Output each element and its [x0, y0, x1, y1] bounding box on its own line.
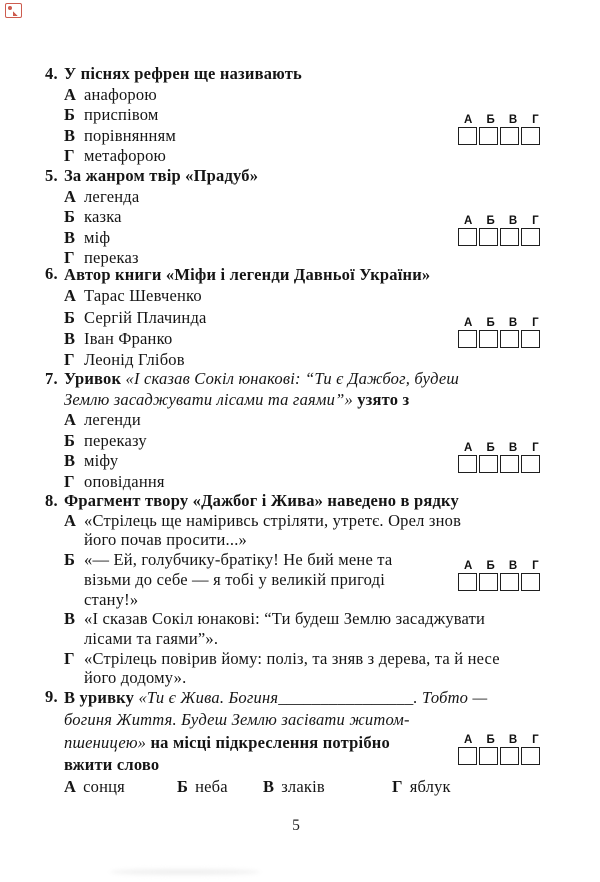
question	[45, 369, 459, 493]
answer-option	[64, 410, 459, 431]
inline-options-row	[64, 776, 487, 798]
option-text: злаків	[281, 777, 325, 797]
option-text	[84, 207, 122, 228]
answer-option	[64, 307, 430, 328]
answer-option	[64, 431, 459, 452]
option-letter: Б	[64, 105, 76, 124]
question-body	[64, 369, 459, 493]
option-letter: А	[64, 777, 77, 797]
answer-grid	[458, 215, 550, 246]
answer-grid	[458, 317, 550, 348]
answer-cell	[500, 127, 519, 145]
question-body	[64, 264, 430, 370]
option-text-line: Сергій Плачинда	[84, 307, 207, 327]
question-title-text: За жанром твір «Прадуб»	[64, 166, 259, 185]
question	[45, 491, 500, 688]
question-number: 8.	[45, 491, 58, 510]
answer-grid-letter: Г	[532, 560, 539, 572]
answer-cell	[521, 127, 540, 145]
option-letter: В	[64, 125, 76, 145]
answer-grid-letters	[458, 215, 550, 227]
option-text	[84, 187, 139, 208]
option-letter: Г	[64, 248, 75, 267]
answer-option	[64, 511, 500, 550]
option-text-line: «Стрілець ще наміривсь стріляти, утретє. Орел знов	[84, 510, 462, 530]
option-text-line: переказу	[84, 430, 147, 450]
option-text	[84, 328, 172, 349]
option-text	[84, 146, 166, 167]
question	[45, 687, 487, 798]
option-letter: Г	[64, 648, 75, 668]
option-text	[84, 550, 392, 609]
question-title-text: Автор книги «Міфи і легенди Давньої України»	[64, 265, 431, 284]
answer-option	[64, 349, 430, 370]
question-number: 9.	[45, 687, 58, 706]
answer-cell	[521, 747, 540, 765]
answer-option	[64, 146, 302, 167]
option-text	[84, 126, 176, 147]
option-text: яблук	[409, 777, 451, 797]
question-number: 5.	[45, 166, 58, 185]
answer-grid-letter: А	[464, 734, 473, 746]
option-letter: А	[64, 410, 77, 430]
option-text	[84, 285, 202, 306]
option-letter: Б	[64, 207, 76, 226]
answer-option	[64, 609, 500, 648]
answer-option	[64, 207, 258, 228]
option-text-line: міф	[84, 227, 111, 247]
option-text-line: порівнянням	[84, 125, 177, 145]
answer-option	[64, 328, 430, 349]
answer-grid-letter: Б	[486, 317, 495, 329]
option-text-line: «Стрілець повірив йому: поліз, та зняв з дерева, та й несе	[84, 648, 500, 668]
option-letter: А	[64, 84, 77, 104]
answer-grid-letter: А	[464, 114, 473, 126]
answer-option	[64, 187, 258, 208]
option-letter: В	[64, 227, 76, 247]
question-body	[64, 491, 500, 688]
answer-option	[64, 228, 258, 249]
option-text-line: Іван Франко	[84, 328, 173, 348]
answer-cell	[479, 573, 498, 591]
question-title-line	[64, 264, 430, 285]
answer-grid-letters	[458, 734, 550, 746]
option-letter: Г	[392, 777, 403, 797]
answer-cell	[479, 127, 498, 145]
option-text-line: «І сказав Сокіл юнакові: “Ти будеш Землю засаджувати	[84, 609, 486, 629]
option-text	[84, 511, 461, 550]
question-body	[64, 64, 302, 167]
question-title-text: У піснях рефрен ще називають	[64, 64, 302, 83]
answer-grid-letter: А	[464, 317, 473, 329]
option-text	[84, 431, 147, 452]
option-letter: Г	[64, 350, 75, 370]
answer-option	[263, 776, 325, 798]
answer-grid	[458, 114, 550, 145]
answer-grid-letter: А	[464, 560, 473, 572]
answer-cell	[458, 573, 477, 591]
option-text-line: міфу	[84, 451, 119, 471]
option-letter: А	[64, 186, 77, 206]
answer-grid-cells	[458, 228, 550, 246]
option-text	[84, 307, 207, 328]
answer-grid-letter: Б	[486, 114, 495, 126]
answer-cell	[521, 573, 540, 591]
answer-grid-letter: В	[508, 442, 518, 454]
option-letter: Б	[64, 430, 76, 450]
option-text	[84, 228, 110, 249]
answer-cell	[458, 747, 477, 765]
answer-option	[64, 451, 459, 472]
question-title-line	[64, 491, 500, 511]
option-text-line: «— Ей, голубчику-братіку! Не бий мене та	[84, 550, 393, 570]
answer-cell	[500, 228, 519, 246]
question-title-line	[64, 390, 459, 411]
answer-cell	[521, 228, 540, 246]
option-text	[84, 609, 485, 648]
option-text	[84, 649, 500, 688]
option-letter: Г	[64, 471, 75, 491]
answer-grid-letter: Б	[486, 215, 495, 227]
answer-option	[64, 126, 302, 147]
answer-grid-letter: Г	[532, 114, 539, 126]
question-title-text: «Ти є Жива. Богиня________________. Тобто —	[138, 688, 488, 707]
option-text-line: приспівом	[84, 105, 159, 124]
question-title-text: пшеницею»	[64, 732, 151, 752]
answer-grid-cells	[458, 330, 550, 348]
option-letter: Б	[64, 550, 76, 570]
answer-grid	[458, 442, 550, 473]
answer-cell	[458, 228, 477, 246]
answer-cell	[479, 228, 498, 246]
option-text-line: легенда	[84, 186, 140, 206]
option-letter: В	[64, 451, 76, 471]
answer-grid-letter: Б	[486, 442, 495, 454]
option-text	[84, 85, 157, 106]
option-text-line: Тарас Шевченко	[84, 286, 202, 306]
answer-grid-letter: В	[508, 114, 518, 126]
question-title-text: Уривок	[64, 369, 126, 388]
answer-cell	[458, 330, 477, 348]
answer-grid-letters	[458, 317, 550, 329]
option-text-line: Леонід Глібов	[84, 350, 185, 370]
option-text	[84, 451, 118, 472]
question-title-line	[64, 64, 302, 85]
option-letter: В	[263, 777, 275, 797]
option-text	[84, 105, 159, 126]
option-text	[84, 472, 165, 493]
option-text-line: його додому».	[84, 668, 187, 688]
question-title-line	[64, 166, 258, 187]
answer-grid	[458, 734, 550, 765]
answer-option	[64, 776, 125, 798]
answer-cell	[458, 127, 477, 145]
question-title-text: вжити слово	[64, 754, 160, 774]
option-text	[84, 349, 185, 370]
answer-grid	[458, 560, 550, 591]
question-title-text: Землю засаджувати лісами та гаями”»	[64, 389, 358, 409]
option-text	[84, 410, 141, 431]
option-letter: Г	[64, 146, 75, 165]
option-text-line: переказ	[84, 248, 139, 267]
question-title-text: «І сказав Сокіл юнакові: “Ти є Дажбог, будеш	[125, 369, 460, 388]
answer-cell	[500, 330, 519, 348]
answer-cell	[479, 747, 498, 765]
question-body	[64, 687, 487, 798]
answer-grid-cells	[458, 573, 550, 591]
option-text-line: стану!»	[84, 589, 139, 609]
answer-option	[64, 285, 430, 306]
answer-grid-letter: Г	[532, 442, 539, 454]
option-text-line: лісами та гаями”».	[84, 628, 219, 648]
answer-option	[64, 85, 302, 106]
answer-cell	[500, 747, 519, 765]
question-title-line	[64, 369, 459, 390]
option-text-line: візьми до себе — я тобі у великій пригоді	[84, 569, 385, 589]
question-title-text: на місці підкреслення потрібно	[150, 732, 390, 752]
answer-grid-letter: В	[508, 560, 518, 572]
option-letter: В	[64, 328, 76, 348]
answer-option	[392, 776, 451, 798]
answer-cell	[521, 455, 540, 473]
question-title-line	[64, 732, 487, 754]
scan-artifact	[110, 869, 260, 875]
option-text-line: анафорою	[84, 84, 157, 104]
answer-grid-letter: Г	[532, 215, 539, 227]
question-title-text: Фрагмент твору «Дажбог і Жива» наведено в рядку	[64, 491, 459, 510]
answer-cell	[521, 330, 540, 348]
question-title-text: В уривку	[64, 688, 139, 707]
answer-grid-letters	[458, 114, 550, 126]
page-number: 5	[292, 817, 300, 834]
answer-grid-cells	[458, 747, 550, 765]
question-title-line	[64, 754, 487, 776]
answer-option	[177, 776, 228, 798]
question	[45, 64, 302, 167]
option-letter: В	[64, 609, 76, 629]
question-title-text: узято з	[357, 389, 410, 409]
answer-cell	[500, 573, 519, 591]
answer-grid-letter: В	[508, 317, 518, 329]
answer-grid-letter: Г	[532, 317, 539, 329]
question-title-text: богиня Життя. Будеш Землю засівати житом-	[64, 710, 410, 730]
question-body	[64, 166, 258, 269]
question-title-line	[64, 709, 487, 731]
answer-cell	[479, 455, 498, 473]
option-letter: А	[64, 286, 77, 306]
option-text-line: легенди	[84, 410, 141, 430]
answer-grid-letters	[458, 560, 550, 572]
answer-grid-letter: В	[508, 734, 518, 746]
option-text-line: його почав просити...»	[84, 530, 247, 550]
option-letter: Б	[64, 307, 76, 327]
question-number: 6.	[45, 264, 58, 283]
answer-option	[64, 550, 500, 609]
question	[45, 264, 430, 370]
answer-cell	[458, 455, 477, 473]
option-text: неба	[195, 777, 228, 797]
answer-grid-letter: В	[508, 215, 518, 227]
answer-grid-letter: Г	[532, 734, 539, 746]
option-text-line: оповідання	[84, 471, 165, 491]
question	[45, 166, 258, 269]
answer-option	[64, 105, 302, 126]
answer-grid-cells	[458, 127, 550, 145]
answer-grid-letter: А	[464, 442, 473, 454]
answer-grid-letter: Б	[486, 734, 495, 746]
option-letter: Б	[177, 777, 189, 797]
option-text: сонця	[83, 777, 125, 797]
answer-cell	[500, 455, 519, 473]
answer-option	[64, 472, 459, 493]
answer-grid-letter: Б	[486, 560, 495, 572]
answer-cell	[479, 330, 498, 348]
answer-grid-cells	[458, 455, 550, 473]
option-text-line: казка	[84, 207, 122, 226]
option-text-line: метафорою	[84, 146, 167, 165]
question-number: 7.	[45, 369, 58, 388]
question-number: 4.	[45, 64, 58, 83]
option-letter: А	[64, 510, 77, 530]
broken-image-icon	[5, 3, 22, 18]
question-title-line	[64, 687, 487, 709]
answer-grid-letters	[458, 442, 550, 454]
answer-grid-letter: А	[464, 215, 473, 227]
answer-option	[64, 649, 500, 688]
